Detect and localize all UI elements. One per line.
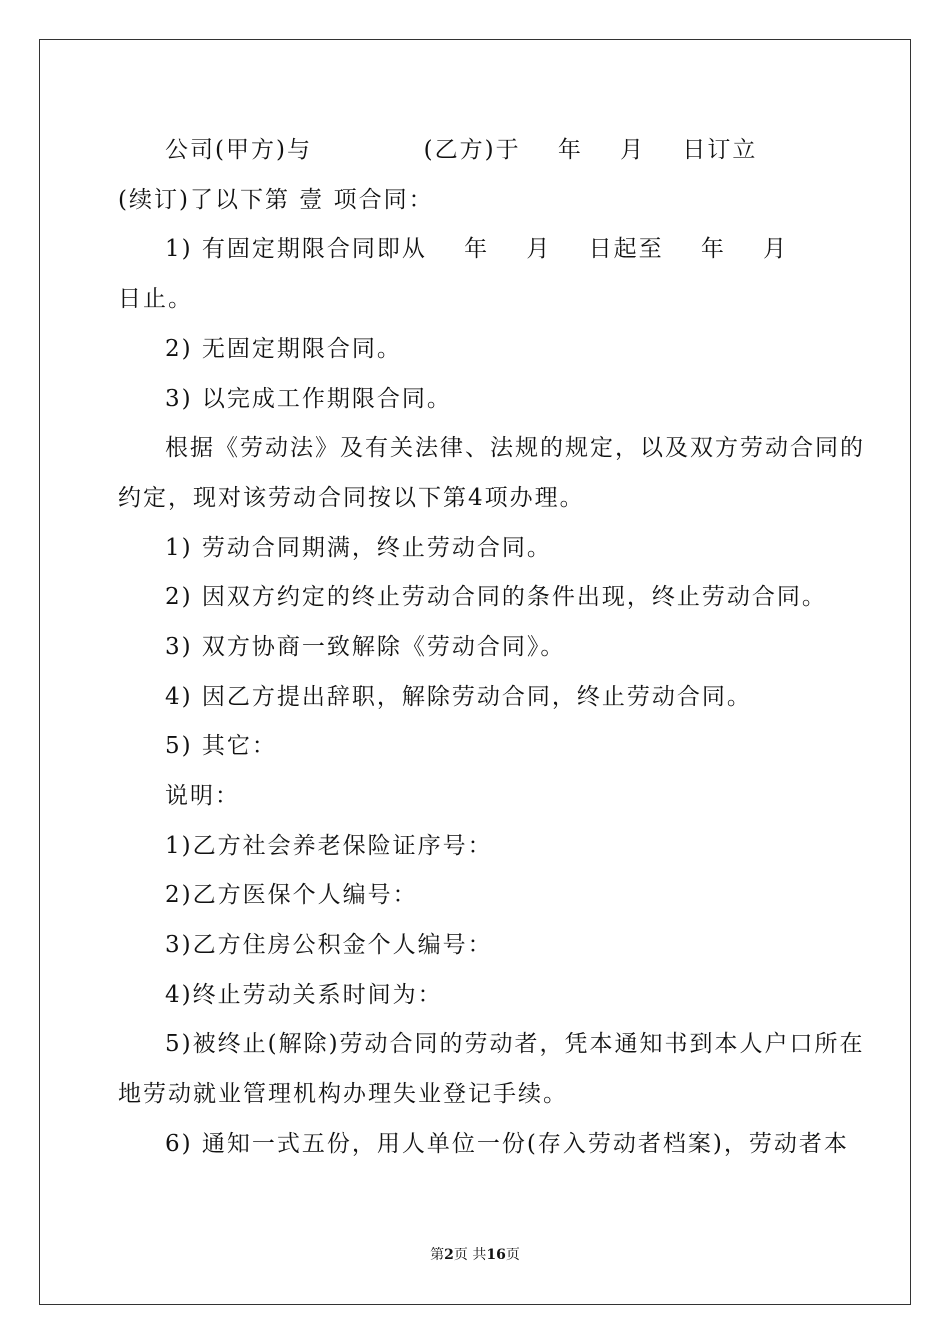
basis-paragraph-line-1: 根据《劳动法》及有关法律、法规的规定，以及双方劳动合同的 bbox=[165, 435, 865, 461]
contract-intro-line-2: (续订)了以下第 壹 项合同： bbox=[118, 187, 434, 213]
footer-suffix: 页 bbox=[505, 1247, 520, 1263]
page-footer bbox=[0, 1245, 950, 1265]
handling-item-1: 1) 劳动合同期满，终止劳动合同。 bbox=[165, 535, 552, 561]
basis-paragraph-line-2: 约定，现对该劳动合同按以下第4项办理。 bbox=[118, 485, 585, 511]
current-page-number: 2 bbox=[444, 1247, 454, 1263]
option-task-based: 3) 以完成工作期限合同。 bbox=[165, 386, 452, 412]
note-item-3: 3)乙方住房公积金个人编号： bbox=[165, 932, 493, 958]
note-item-5-line-1: 5)被终止(解除)劳动合同的劳动者，凭本通知书到本人户口所在 bbox=[165, 1031, 865, 1057]
option-fixed-term-cont: 日止。 bbox=[118, 286, 193, 312]
note-item-6: 6) 通知一式五份，用人单位一份(存入劳动者档案)，劳动者本 bbox=[165, 1131, 849, 1157]
option-fixed-term: 1) 有固定期限合同即从 年 月 日起至 年 月 bbox=[165, 236, 789, 262]
footer-mid: 页 共 bbox=[453, 1247, 487, 1263]
note-item-2: 2)乙方医保个人编号： bbox=[165, 882, 418, 908]
handling-item-2: 2) 因双方约定的终止劳动合同的条件出现，终止劳动合同。 bbox=[165, 584, 827, 610]
handling-item-4: 4) 因乙方提出辞职，解除劳动合同，终止劳动合同。 bbox=[165, 684, 752, 710]
note-item-1: 1)乙方社会养老保险证序号： bbox=[165, 833, 493, 859]
handling-item-3: 3) 双方协商一致解除《劳动合同》。 bbox=[165, 634, 566, 660]
handling-item-5: 5) 其它： bbox=[165, 733, 277, 759]
notes-heading: 说明： bbox=[165, 783, 240, 809]
page-border bbox=[39, 39, 911, 1305]
total-pages-number: 16 bbox=[486, 1247, 506, 1263]
note-item-4: 4)终止劳动关系时间为： bbox=[165, 982, 443, 1008]
footer-prefix: 第 bbox=[430, 1247, 445, 1263]
contract-intro-line-1: 公司(甲方)与 (乙方)于 年 月 日订立 bbox=[165, 137, 758, 163]
note-item-5-line-2: 地劳动就业管理机构办理失业登记手续。 bbox=[118, 1081, 568, 1107]
option-open-ended: 2) 无固定期限合同。 bbox=[165, 336, 402, 362]
